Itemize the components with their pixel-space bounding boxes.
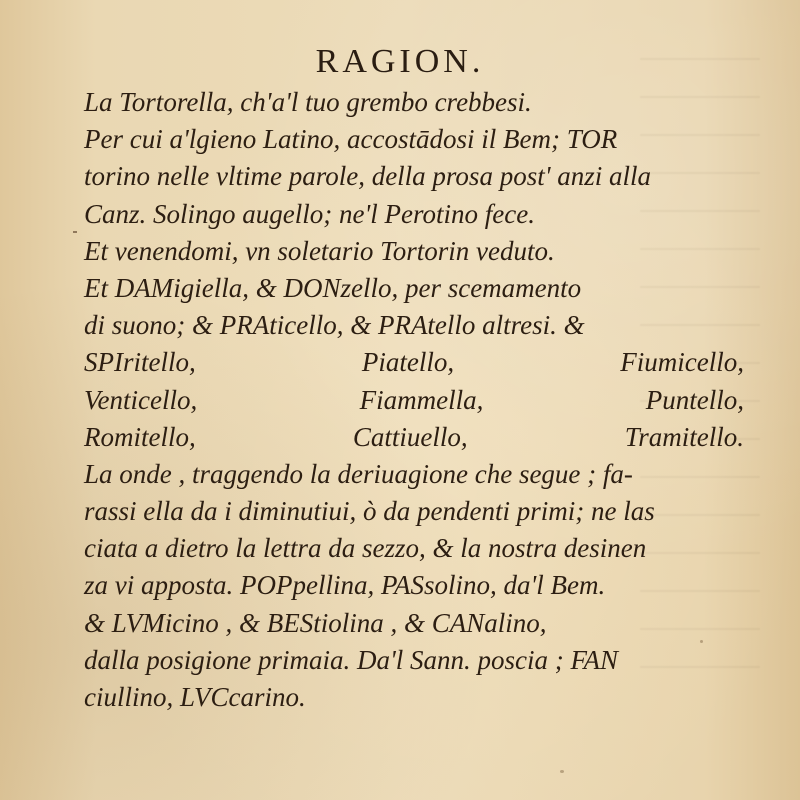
page-heading: RAGION.: [315, 43, 485, 80]
text-line: rassi ella da i diminutiui, ò da pendenti primi; ne las: [84, 496, 655, 527]
word-column-row: [84, 382, 744, 419]
text-line: Per cui a'lgieno Latino, accostādosi il Bem; TOR: [84, 124, 618, 155]
text-line: ciata a dietro la lettra da sezzo, & la nostra desinen: [84, 533, 647, 564]
text-line: ciullino, LVCcarino.: [84, 682, 306, 712]
word-cell: Fiumicello,: [620, 347, 744, 378]
text-line: za vi apposta. POPpellina, PASsolino, da'l Bem.: [84, 570, 606, 601]
word-cell: Puntello,: [645, 384, 744, 415]
word-cell: Venticello,: [84, 384, 198, 415]
text-line: La Tortorella, ch'a'l tuo grembo crebbesi.: [84, 87, 532, 117]
body-text: [84, 84, 744, 716]
word-cell: Cattiuello,: [352, 421, 468, 452]
word-cell: Tramitello.: [624, 421, 744, 452]
text-line: dalla posigione primaia. Da'l Sann. poscia ; FAN: [84, 644, 619, 675]
margin-mark: [73, 231, 77, 233]
text-line: torino nelle vltime parole, della prosa post' anzi alla: [84, 161, 651, 192]
text-line: Et venendomi, vn soletario Tortorin veduto.: [84, 235, 555, 266]
text-line: Canz. Solingo augello; ne'l Perotino fece.: [84, 198, 535, 229]
word-cell: SPIritello,: [84, 347, 196, 378]
word-column-row: [84, 419, 744, 456]
word-column-row: [84, 344, 744, 381]
text-line: La onde , traggendo la deriuagione che segue ; fa-: [84, 458, 633, 489]
paper-fleck: [560, 770, 564, 773]
text-line: di suono; & PRAticello, & PRAtello altresi. &: [84, 310, 585, 341]
word-cell: Piatello,: [361, 347, 455, 378]
text-line: & LVMicino , & BEStiolina , & CANalino,: [84, 607, 547, 638]
text-line: Et DAMigiella, & DONzello, per scemamento: [84, 272, 582, 303]
word-cell: Fiammella,: [359, 384, 484, 415]
word-cell: Romitello,: [84, 421, 196, 452]
